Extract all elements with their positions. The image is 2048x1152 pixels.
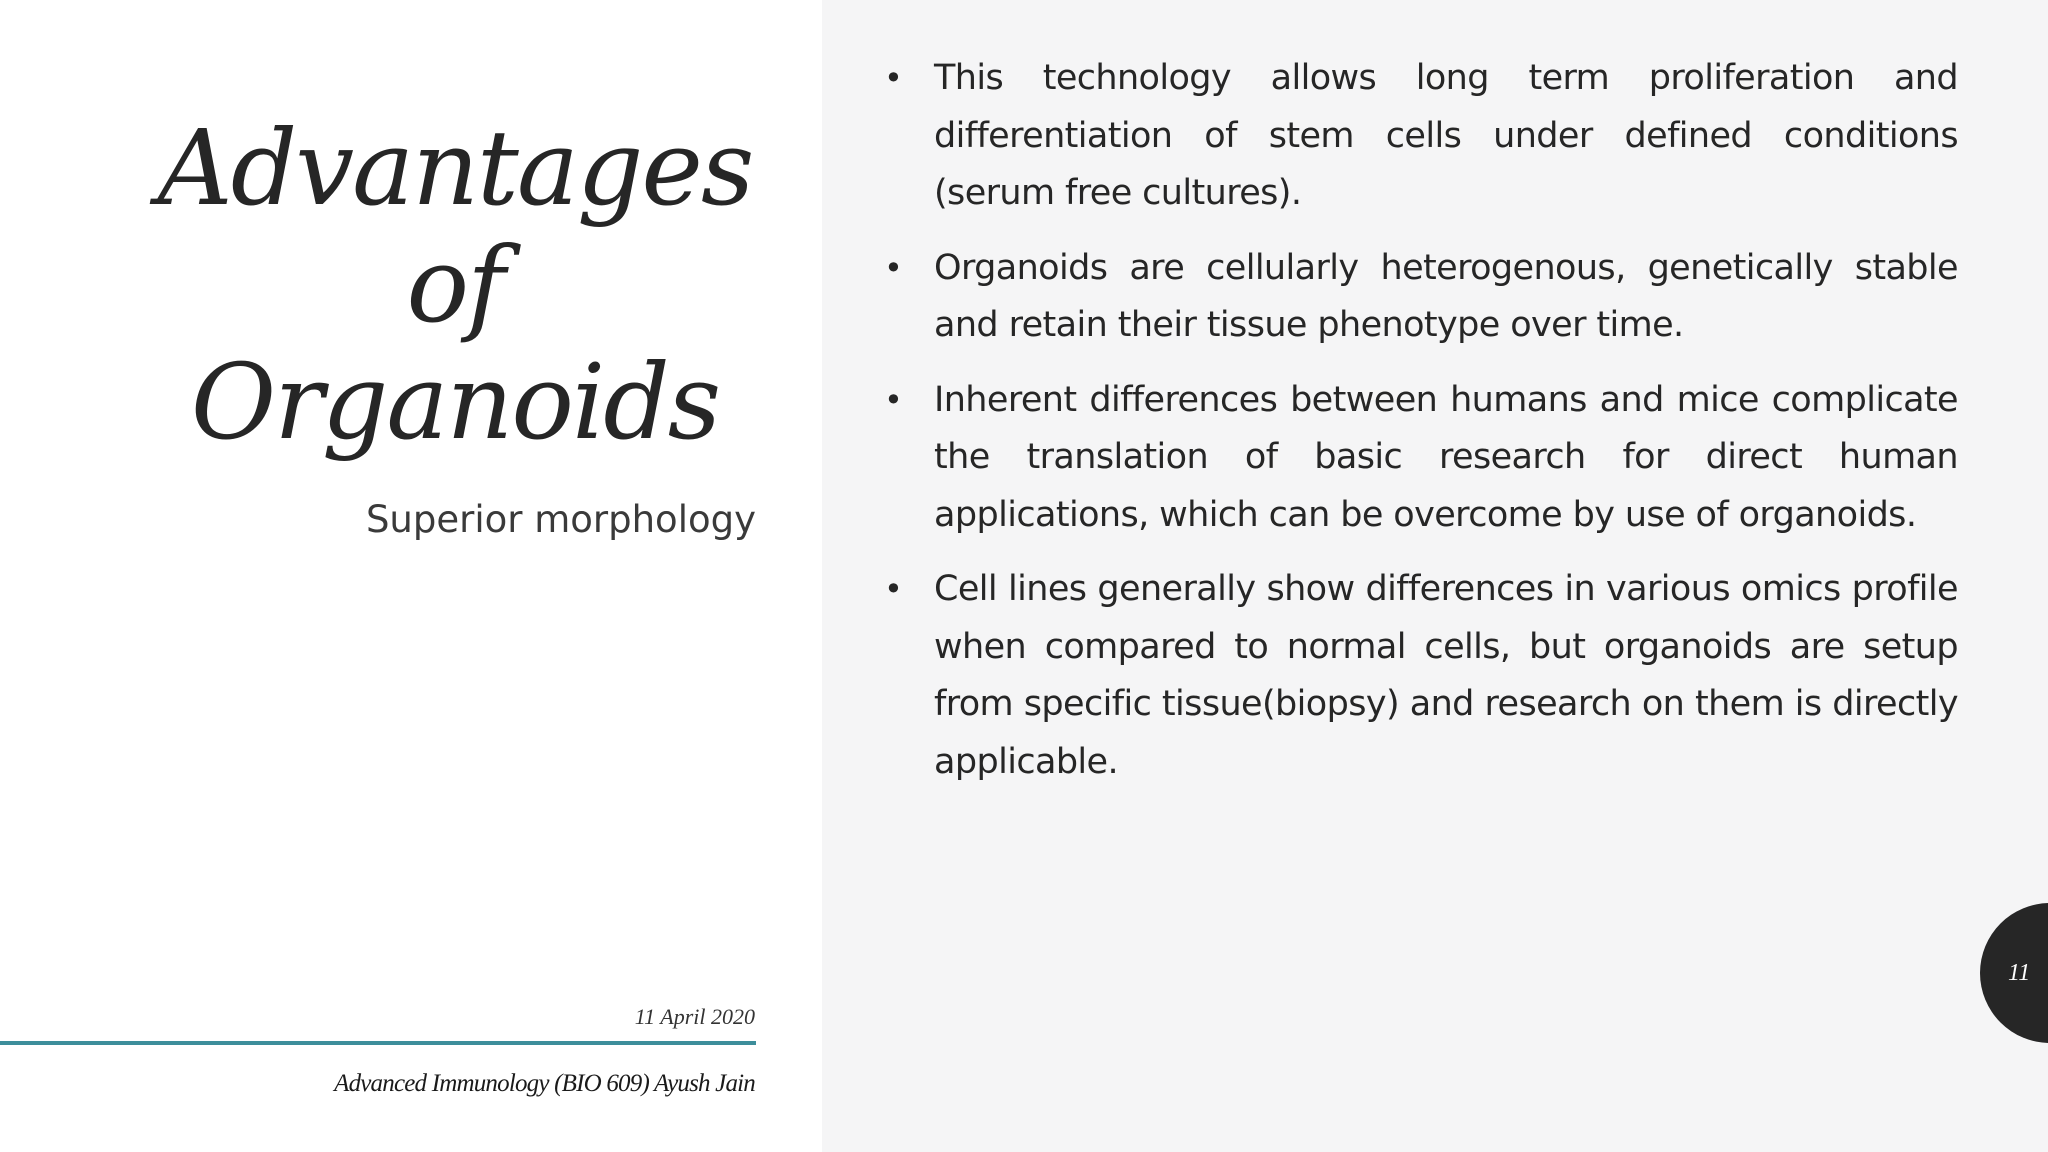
bullet-text: Organoids are cellularly heterogenous, genetically stable and retain their tissue phenotype over time. [934, 247, 1958, 345]
title-line-2: of [406, 224, 504, 346]
bullet-item [876, 50, 1958, 223]
bullet-item [876, 372, 1958, 545]
title-line-3: Organoids [190, 341, 720, 463]
slide-subtitle: Superior morphology [365, 498, 756, 541]
slide-title [130, 107, 780, 463]
bullet-dot-icon: • [884, 248, 903, 287]
accent-divider [0, 1041, 756, 1045]
slide-footer: Advanced Immunology (BIO 609) Ayush Jain [334, 1070, 755, 1097]
bullet-item [876, 561, 1958, 791]
bullet-dot-icon: • [884, 570, 903, 608]
bullet-text: Inherent differences between humans and mice complicate the translation of basic research for direct human applications, which can be overcome by use of organoids. [934, 379, 1958, 535]
page-number: 11 [2008, 960, 2031, 986]
title-line-1: Advantages [157, 107, 753, 229]
bullet-dot-icon: • [884, 380, 903, 419]
bullet-list [876, 50, 1958, 808]
bullet-text: This technology allows long term proliferation and differentiation of stem cells under defined conditions (serum free cultures). [934, 58, 1958, 213]
bullet-dot-icon: • [884, 59, 903, 97]
slide-date: 11 April 2020 [634, 1004, 755, 1029]
bullet-item [876, 240, 1958, 355]
bullet-text: Cell lines generally show differences in various omics profile when compared to normal cells, but organoids are setup from specific tissue(biopsy) and research on them is directly applicable. [934, 569, 1958, 782]
